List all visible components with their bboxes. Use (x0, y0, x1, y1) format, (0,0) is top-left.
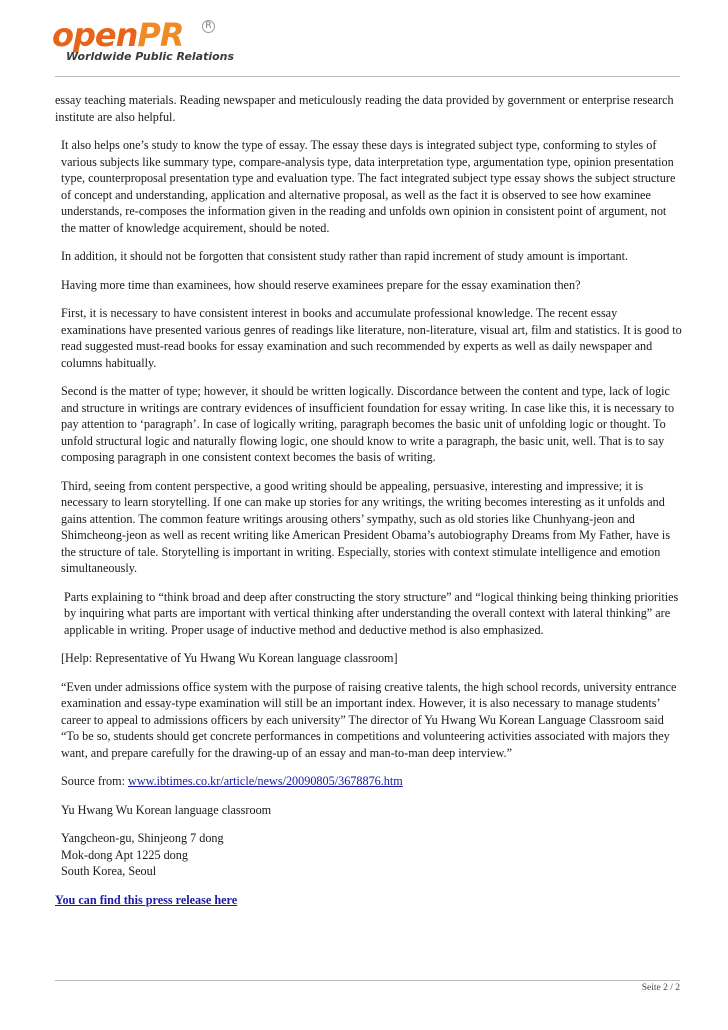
article-paragraph-2: It also helps one’s study to know the type of essay. The essay these days is integrated subject type, conforming to styles of various subjects like summary type, compare-analysis type, data interpretation type, argumentation type, opinion presentation type, counterproposal presentation type and evaluation type. The fact integrated subject type essay shows the subject structure of concept and understanding, application and alternative proposal, as well as the fact it is observed to see how examinee understands, re-composes the information given in the reading and unfolds own opinion in consistent point of argument, not the matter of knowledge acquirement, should be noted. (61, 138, 676, 235)
openpr-logo (52, 16, 235, 66)
article-paragraph-10: “Even under admissions office system with the purpose of raising creative talents, the high school records, university entrance examination and essay-type examination will still be an important index. However, it is also necessary to manage students’ career to appeal to admissions officers by each university” The director of Yu Hwang Wu Korean Language Classroom said “To be so, students should get concrete performances in competitions and volunteering activities associated with majors they want, and prepare carefully for the drawing-up of an essay and man-to-man deep interview.” (61, 679, 677, 760)
article-paragraph-5: First, it is necessary to have consistent interest in books and accumulate professional knowledge. The recent essay examinations have presented various genres of readings like literature, non-literature, visual art, film and statistics. It is good to read suggested must-read books for essay examination and such recommended by experts as well as daily newspaper and columns habitually. (61, 306, 682, 370)
address-line: Mok-dong Apt 1225 dong (61, 847, 188, 862)
logo-pr-text: PR (137, 16, 184, 54)
article-paragraph-1: essay teaching materials. Reading newspaper and meticulously reading the data provided by government or enterprise research institute are also helpful. (55, 93, 674, 124)
logo-tagline: Worldwide Public Relations (66, 50, 235, 63)
header-divider (55, 76, 680, 77)
footer-divider (55, 980, 680, 981)
logo-wordmark (52, 18, 183, 52)
page-number: Seite 2 / 2 (641, 983, 680, 993)
org-name: Yu Hwang Wu Korean language classroom (61, 802, 272, 817)
article-paragraph-7: Third, seeing from content perspective, a good writing should be appealing, persuasive, interesting and impressive; it is necessary to learn storytelling. If one can make up stories for any writings, the writing becomes interesting as it unfolds and gains attention. The common feature writings arousing others’ sympathy, such as old stories like Chunhyang-jeon and Shimcheong-jeon as well as recent writing like American President Obama’s autobiography Dreams from My Father, have is the structure of tale. Storytelling is important in writing. Especially, stories with context stimulate intelligence and emotion simultaneously. (61, 478, 671, 575)
registered-mark-icon: R (202, 20, 215, 33)
article-paragraph-6: Second is the matter of type; however, it should be written logically. Discordance between the content and type, lack of logic and structure in writings are contrary evidences of insufficient foundation for essay writing. In case like this, it is necessary to pay attention to ‘paragraph’. In case of logically writing, paragraph becomes the basic unit of unfolding logic or thought. To unfold structural logic and naturally flowing logic, one should know to write a paragraph, the basic unit, well. That is to say composing paragraph in one consistent context becomes the basis of writing. (61, 384, 675, 464)
source-label: Source from: (61, 774, 129, 788)
address-line: South Korea, Seoul (61, 864, 157, 878)
article-body (55, 92, 683, 908)
source-line (55, 773, 683, 790)
article-paragraph-3: In addition, it should not be forgotten that consistent study rather than rapid increment of study amount is important. (61, 249, 629, 263)
address-line: Yangcheon-gu, Shinjeong 7 dong (61, 831, 224, 845)
article-paragraph-4: Having more time than examinees, how should reserve examinees prepare for the essay examination then? (61, 277, 581, 292)
source-link[interactable]: www.ibtimes.co.kr/article/news/20090805/3678876.htm (128, 774, 403, 788)
article-paragraph-8: Parts explaining to “think broad and deep after constructing the story structure” and “logical thinking being thinking priorities by inquiring what parts are important with vertical thinking after understanding the overall context with lateral thinking” are applicable in writing. Proper usage of inductive method and deductive method is also emphasized. (64, 589, 679, 637)
article-paragraph-9: [Help: Representative of Yu Hwang Wu Korean language classroom] (61, 651, 398, 665)
press-release-link[interactable]: You can find this press release here (55, 892, 238, 907)
address-block (55, 830, 683, 880)
logo-open-text: open (52, 16, 138, 54)
